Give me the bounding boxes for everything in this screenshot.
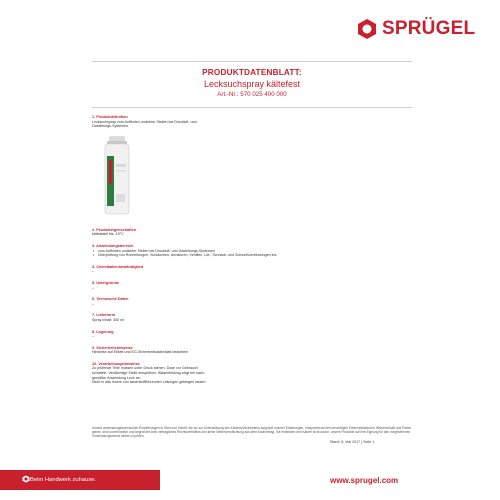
section-10: [92, 362, 412, 385]
section-line: --: [92, 285, 95, 290]
section-line: --: [92, 301, 95, 306]
section-line: Zu prüfende Teile müssen unter Druck stehen. Dose vor Gebrauch: [92, 366, 198, 371]
header-divider-top: [92, 61, 412, 62]
product-name: Lecksuchspray kältefest: [203, 79, 301, 89]
section-7: [92, 313, 412, 322]
header-divider-bottom: [92, 107, 412, 108]
section-line: Spray Inhalt: 400 ml: [92, 317, 124, 322]
section-heading: 6. Technische Daten: [92, 297, 129, 302]
section-3: [92, 244, 412, 258]
section-heading: 10. Verarbeitungshinweise: [92, 361, 140, 366]
slogan: Beim Handwerk zuhause.: [30, 477, 97, 483]
section-heading: 4. Chemikalienbeständigkeit: [92, 264, 144, 269]
section-9: [92, 346, 412, 355]
section-line: Lecksuchspray zum Auffinden undichter Stellen bei Druckluft- und: [92, 119, 197, 124]
hex-nut-icon: [356, 18, 378, 40]
section-2: [92, 228, 412, 237]
section-heading: 8. Lagerung: [92, 329, 114, 334]
section-bullet: • Überprüfung von Rohrleitungen, Schläuchen, Armaturen, Ventilen, Löt-, Schraub- und Schweißverbindungen etc.: [92, 253, 412, 258]
hex-bullet-icon: [22, 475, 30, 483]
section-6: [92, 297, 412, 306]
spray-can-image: [100, 134, 134, 218]
section-heading: 7. Lieferform: [92, 313, 115, 318]
section-4: [92, 265, 412, 274]
website-area: [330, 470, 500, 490]
section-line: --: [92, 334, 95, 339]
section-line: kältestabil bis -15°C: [92, 232, 124, 237]
date-page-meta: Stand: 8. Mai 2017 | Seite 1: [330, 440, 375, 444]
section-line: gemäßer Anwendung Leck an.: [92, 375, 141, 380]
section-1: [92, 115, 412, 221]
article-number: Art.-Nr.: 570 025 400 000: [217, 91, 287, 98]
document-title: PRODUKTDATENBLATT:: [202, 68, 302, 77]
section-8: [92, 330, 412, 339]
brand-name: SPRÜGEL: [382, 18, 476, 39]
section-line: --: [92, 269, 95, 274]
section-heading: 9. Sicherheitshinweise: [92, 345, 133, 350]
section-heading: 1. Produktdefinition: [92, 115, 128, 119]
section-line: schütteln. Verdächtige Stelle einsprühen. Blasenbildung zeigt bei sach-: [92, 371, 205, 376]
legal-disclaimer: Unsere anwendungstechnischen Empfehlungen in Wort und Schrift, die wir zur Unterstützung des Käufers/Verarbeiters aufgrund unserer Erfahrungen, entsprechend dem derzeitigen Erkenntnisstand in Wissenschaft und Praxis geben, sind unverbindlich und begründen kein vertragliches Rechtsverhältnis und keine Nebenverpflichtung aus dem Kaufvertrag. Sie entbinden den Käufer nicht davon, unsere Produkte auf ihre Eignung für den vorgesehenen Verwendungszweck selbst zu prüfen.: [92, 426, 411, 438]
section-heading: 3. Anwendungsbereich: [92, 243, 134, 248]
section-line: Gasleitungs-Systemen: [92, 124, 129, 129]
website-link[interactable]: www.sprugel.com: [330, 475, 399, 485]
section-line: Hinweise auf Etikett und EG-Sicherheitsdatenblatt beachten!: [92, 350, 189, 355]
sections-container: [92, 115, 412, 392]
section-heading: 5. Untergründe: [92, 280, 120, 285]
brand-logo: [356, 18, 475, 40]
section-5: [92, 281, 412, 290]
section-heading: 2. Produkteigenschaften: [92, 227, 137, 232]
section-bullet: • zum Auffinden undichter Stellen bei Druckluft- und Gasleitungs-Systemen: [92, 249, 412, 254]
section-line: Nicht in das Innere von sauerstoffführenden Leitungen gelangen lassen.: [92, 380, 207, 385]
title-block: [92, 68, 412, 98]
